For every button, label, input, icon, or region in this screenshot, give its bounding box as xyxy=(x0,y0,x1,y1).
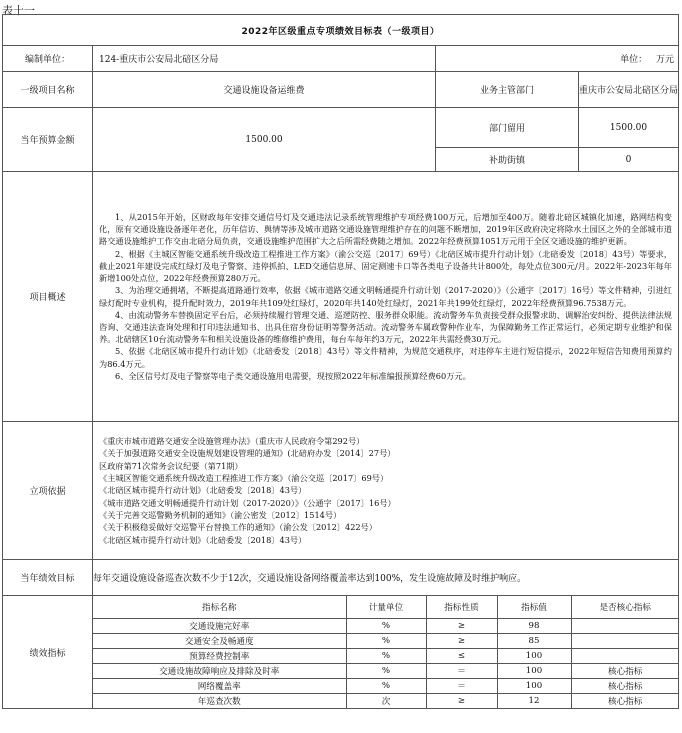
indicator-name: 交通设施故障响应及排除及时率 xyxy=(93,664,346,679)
unit-value: 万元 xyxy=(655,55,674,65)
overview-paragraph: 4、由流动警务车替换固定平台后，必须持续履行管理交通、巡逻防控、服务群众职能。流动警务车负责接受群众报警求助、调解治安纠纷、提供法律法规咨询、交通违法查询处理和打印违法通知书、出具住宿身份证明等警务活动。流动警务车属政警种作业车，为保障勤务工作正常运行，必须定期专业维护和保养。北碚辖区10台流动警务车和相关设施设备的维修维护费用，每台车每年约3万元，2022年共需经费30万元。 xyxy=(99,309,672,345)
indicator-unit: 次 xyxy=(346,694,426,709)
indicator-unit: % xyxy=(346,679,426,694)
col-header-unit: 计量单位 xyxy=(346,596,426,619)
indicators-label: 绩效指标 xyxy=(3,596,93,709)
indicator-core xyxy=(571,649,679,664)
retain-label: 部门留用 xyxy=(436,108,579,148)
indicator-value: 100 xyxy=(497,649,571,664)
indicator-name: 网络覆盖率 xyxy=(93,679,346,694)
overview-paragraph: 2、根据《主城区智能交通系统升级改造工程推进工作方案》（渝公交巡〔2017〕69号）《北碚区城市提升行动计划》（北碚委发〔2018〕43号）等要求，截止2021年建设完成红绿灯及电子警察、违停抓拍、LED交通信息屏、固定测速卡口等各类电子设备共计800处，每处点位300元/月。2022年-2023年每年新增100处点位，2022年经费预算280万元。 xyxy=(99,248,672,284)
indicator-core: 核心指标 xyxy=(571,664,679,679)
indicator-unit: % xyxy=(346,649,426,664)
project-name-label: 一级项目名称 xyxy=(3,72,93,108)
col-header-core: 是否核心指标 xyxy=(571,596,679,619)
table-row xyxy=(93,619,679,634)
basis-line: 《关于完善交巡警勤务机制的通知》（渝公密发〔2012〕1514号） xyxy=(99,509,342,520)
indicator-unit: % xyxy=(346,634,426,649)
goal-text: 每年交通设施设备巡查次数不少于12次，交通设施设备网络覆盖率达到100%，发生设施故障及时维护响应。 xyxy=(93,560,679,596)
overview-paragraph: 1、从2015年开始，区财政每年安排交通信号灯及交通违法记录系统管理维护专项经费100万元，后增加至400万。随着北碚区城镇化加速，路网结构变化，原有交通设施设备逐年老化，历年信访、舆情等涉及城市道路交通设施管理维护存在的问题不断增加，2019年区政府决定将除水土园区之外的全部城市道路交通设施维护工作交由北碚分局负责，交通设施维护范围扩大之后所需经费随之增加。2022年经费预算1051万元用于全区交通设施的维护更新。 xyxy=(99,212,672,247)
indicator-core xyxy=(571,619,679,634)
basis-line: 区政府第71次常务会议纪要（第71期） xyxy=(99,460,243,471)
indicators-table xyxy=(93,596,679,708)
indicator-nature: ≤ xyxy=(426,649,497,664)
indicator-nature: ＝ xyxy=(426,664,497,679)
indicator-name: 交通安全及畅通度 xyxy=(93,634,346,649)
dept-label: 业务主管部门 xyxy=(436,72,579,108)
col-header-value: 指标值 xyxy=(497,596,571,619)
table-row xyxy=(93,634,679,649)
basis-line: 《关于加强道路交通安全设施规划建设管理的通知》(北碚府办发〔2014〕27号） xyxy=(99,448,396,459)
subsidy-value: 0 xyxy=(579,148,679,172)
col-header-nature: 指标性质 xyxy=(426,596,497,619)
table-row xyxy=(93,694,679,709)
org-label: 编制单位： xyxy=(3,46,93,72)
indicators-header-row xyxy=(93,596,679,619)
basis-line: 《北碚区城市提升行动计划》（北碚委发〔2018〕43号） xyxy=(99,534,307,545)
indicator-nature: ≥ xyxy=(426,634,497,649)
performance-target-table xyxy=(2,14,679,709)
indicators-cell xyxy=(93,596,679,709)
retain-value: 1500.00 xyxy=(579,108,679,148)
budget-label: 当年预算金额 xyxy=(3,108,93,172)
basis-line: 《关于积极稳妥做好交巡警平台替换工作的通知》（渝公发〔2012〕422号） xyxy=(99,522,377,533)
basis-label: 立项依据 xyxy=(3,422,93,560)
overview-content xyxy=(93,172,679,422)
table-number-tag: 表十一 xyxy=(2,4,35,17)
indicator-nature: ≥ xyxy=(426,619,497,634)
overview-label: 项目概述 xyxy=(3,172,93,422)
subsidy-label: 补助街镇 xyxy=(436,148,579,172)
indicator-core: 核心指标 xyxy=(571,694,679,709)
indicator-value: 12 xyxy=(497,694,571,709)
indicator-value: 98 xyxy=(497,619,571,634)
basis-line: 《重庆市城市道路交通安全设施管理办法》（重庆市人民政府令第292号） xyxy=(99,436,365,447)
indicator-nature: ＝ xyxy=(426,679,497,694)
basis-line: 《北碚区城市提升行动计划》（北碚委发〔2018〕43号） xyxy=(99,485,307,496)
indicator-nature: ≥ xyxy=(426,694,497,709)
indicator-name: 预算经费控制率 xyxy=(93,649,346,664)
table-row xyxy=(93,649,679,664)
col-header-name: 指标名称 xyxy=(93,596,346,619)
basis-line: 《主城区智能交通系统升级改造工程推进工作方案》（渝公交巡〔2017〕69号） xyxy=(99,473,389,484)
indicator-unit: % xyxy=(346,619,426,634)
dept-value: 重庆市公安局北碚区分局 xyxy=(579,72,679,108)
table-row xyxy=(93,679,679,694)
indicator-core xyxy=(571,634,679,649)
indicator-unit: % xyxy=(346,664,426,679)
goal-label: 当年绩效目标 xyxy=(3,560,93,596)
indicator-value: 100 xyxy=(497,664,571,679)
indicator-core: 核心指标 xyxy=(571,679,679,694)
unit-label: 单位： xyxy=(620,55,648,65)
table-row xyxy=(93,664,679,679)
project-name-value: 交通设施设备运维费 xyxy=(93,72,436,108)
indicator-value: 100 xyxy=(497,679,571,694)
indicator-name: 年巡查次数 xyxy=(93,694,346,709)
indicator-name: 交通设施完好率 xyxy=(93,619,346,634)
overview-paragraph: 3、为治理交通拥堵，不断提高道路通行效率，依据《城市道路交通文明畅通提升行动计划（2017-2020）》（公通字〔2017〕16号）等文件精神，引进红绿灯配时专业机构，提升配时效力，2019年共109处红绿灯，2020年共140处红绿灯，2021年共199处红绿灯，2022年经费预算96.7538万元。 xyxy=(99,285,672,308)
unit-cell xyxy=(436,46,679,72)
basis-content xyxy=(93,422,679,560)
overview-paragraph: 6、全区信号灯及电子警察等电子类交通设施用电需要，现按照2022年标准编报预算经费60万元。 xyxy=(115,370,471,381)
basis-line: 《城市道路交通文明畅通提升行动计划（2017-2020）》（公通字〔2017〕16号） xyxy=(99,497,396,508)
org-value: 124-重庆市公安局北碚区分局 xyxy=(93,46,436,72)
budget-value: 1500.00 xyxy=(93,108,436,172)
indicator-value: 85 xyxy=(497,634,571,649)
overview-paragraph: 5、依据《北碚区城市提升行动计划》（北碚委发〔2018〕43号）等文件精神，为规范交通秩序，对违停车主进行短信提示，2022年短信告知费用预算约为86.4万元。 xyxy=(99,346,672,369)
page-title: 2022年区级重点专项绩效目标表（一级项目） xyxy=(3,15,679,46)
